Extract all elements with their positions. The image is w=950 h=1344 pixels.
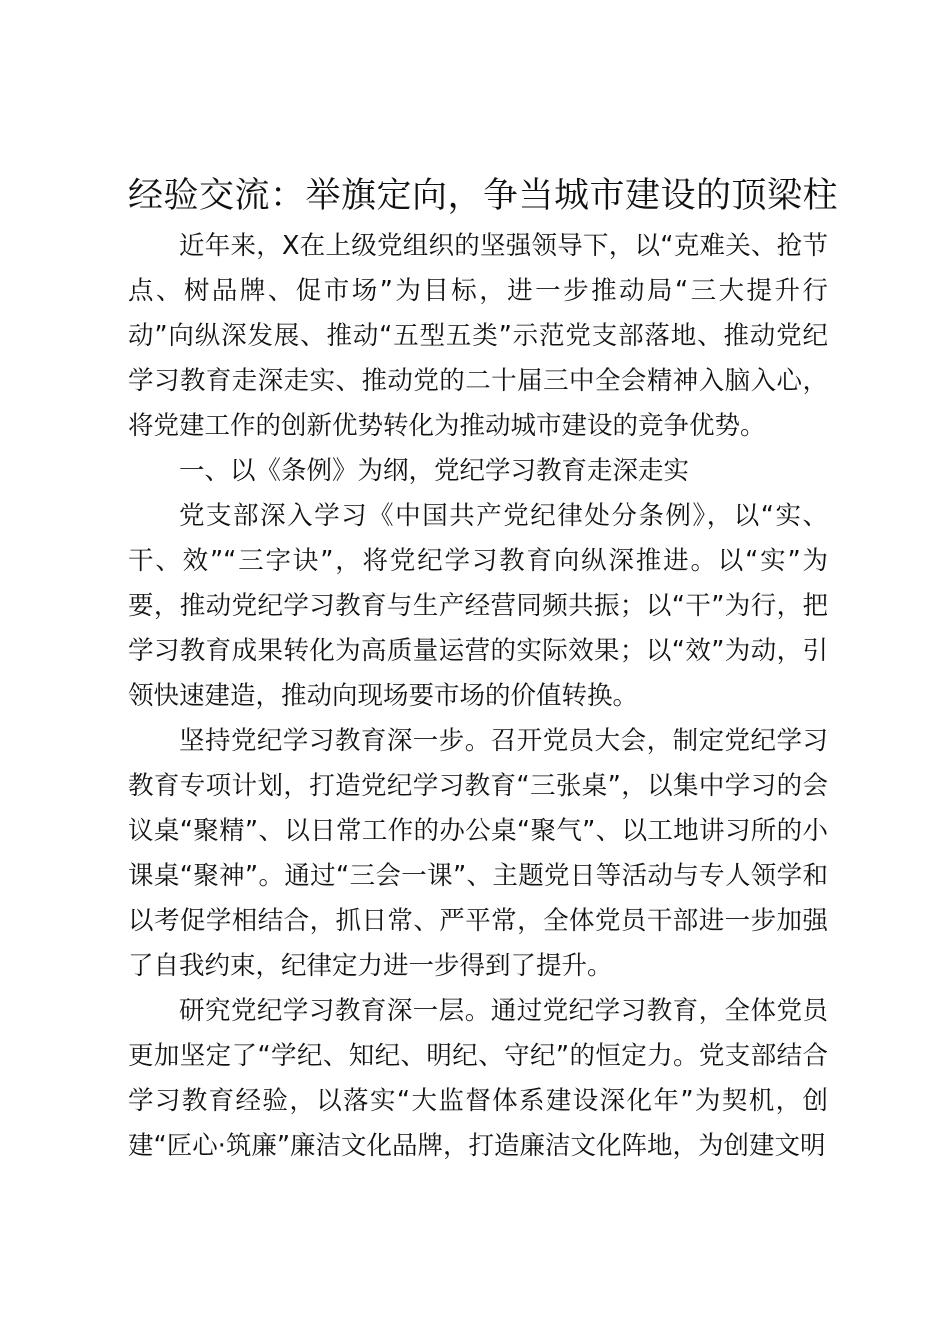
paragraph-intro: 近年来，X在上级党组织的坚强领导下，以“克难关、抢节点、树品牌、促市场”为目标，进一步推动局“三大提升行动”向纵深发展、推动“五型五类”示范党支部落地、推动党纪学习教育走深走实、推动党的二十届三中全会精神入脑入心，将党建工作的创新优势转化为推动城市建设的竞争优势。 <box>128 231 828 441</box>
section-heading: 一、以《条例》为纲，党纪学习教育走深走实 <box>179 456 690 486</box>
paragraph-deepen-step: 坚持党纪学习教育深一步。召开党员大会，制定党纪学习教育专项计划，打造党纪学习教育“三张桌”，以集中学习的会议桌“聚精”、以日常工作的办公桌“聚气”、以工地讲习所的小课桌“聚神”。通过“三会一课”、主题党日等活动与专人领学和以考促学相结合，抓日常、严平常，全体党员干部进一步加强了自我约束，纪律定力进一步得到了提升。 <box>128 726 828 981</box>
document-title: 经验交流：举旗定向，争当城市建设的顶梁柱 <box>128 176 839 216</box>
paragraph-regulations: 党支部深入学习《中国共产党纪律处分条例》，以“实、干、效”“三字诀”，将党纪学习教育向纵深推进。以“实”为要，推动党纪学习教育与生产经营同频共振；以“干”为行，把学习教育成果转化为高质量运营的实际效果；以“效”为动，引领快速建造，推动向现场要市场的价值转换。 <box>128 501 828 711</box>
document-body <box>128 224 828 1169</box>
paragraph-deepen-layer: 研究党纪学习教育深一层。通过党纪学习教育，全体党员更加坚定了“学纪、知纪、明纪、守纪”的恒定力。党支部结合学习教育经验，以落实“大监督体系建设深化年”为契机，创建“匠心·筑廉”廉洁文化品牌，打造廉洁文化阵地，为创建文明 <box>128 996 828 1161</box>
